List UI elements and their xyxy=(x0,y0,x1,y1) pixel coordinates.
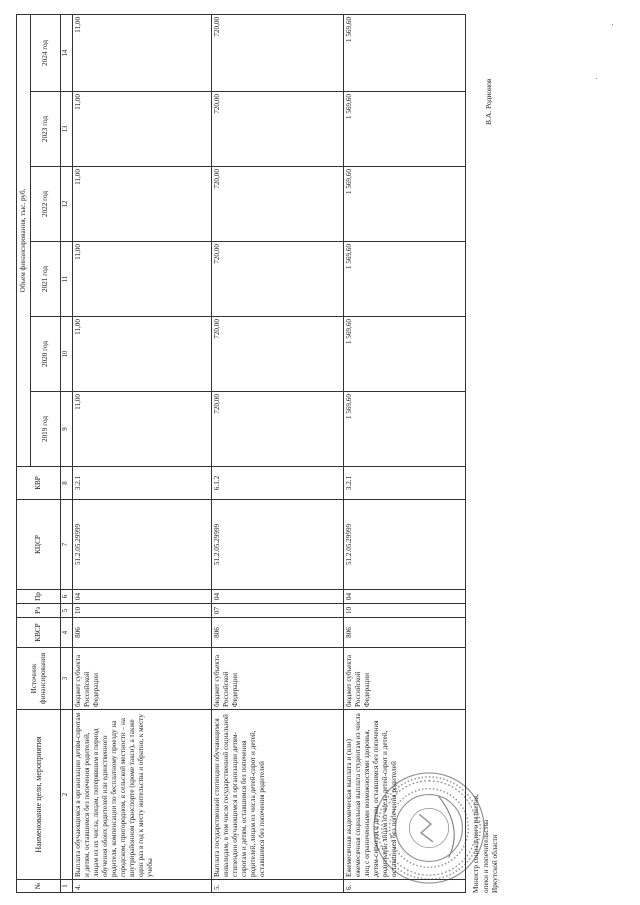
header-year: 2020 год xyxy=(31,317,61,392)
header-source: Источник финансирования xyxy=(17,648,61,710)
column-number: 4 xyxy=(61,618,73,648)
row-value: 720,00 xyxy=(211,14,343,91)
row-value: 720,00 xyxy=(211,317,343,392)
column-number: 9 xyxy=(61,392,73,467)
row-kvr: 3.2.1 xyxy=(343,467,465,500)
row-pr: 04 xyxy=(343,590,465,604)
row-value: 11,00 xyxy=(72,167,211,242)
column-number: 1 xyxy=(61,880,73,893)
speck xyxy=(596,78,597,79)
table-row xyxy=(211,14,343,892)
column-number: 11 xyxy=(61,242,73,317)
row-num: 5. xyxy=(211,880,343,893)
row-kcsr: 51.2.05.29999 xyxy=(72,500,211,590)
row-value: 1 569,60 xyxy=(343,392,465,467)
column-number: 12 xyxy=(61,167,73,242)
row-source: бюджет субъекта Российской Федерации xyxy=(343,648,465,710)
row-name: Выплата государственной стипендии обучающимся инвалидам, в том числе государственной социальной стипендии обучающимся в организации детям-сиротам и детям, оставшимся без попечения родителей, лицам из числа детей-сирот и детей, оставшимся без попечения родителей xyxy=(211,710,343,880)
row-rz: 10 xyxy=(72,604,211,618)
row-value: 720,00 xyxy=(211,92,343,167)
header-year: 2022 год xyxy=(31,167,61,242)
column-number: 2 xyxy=(61,710,73,880)
ministry-line: опеки и попечительства xyxy=(481,819,490,893)
header-kcsr: КЦСР xyxy=(17,500,61,590)
row-value: 1 569,60 xyxy=(343,167,465,242)
row-value: 11,00 xyxy=(72,317,211,392)
row-rz: 10 xyxy=(343,604,465,618)
header-kvsr: КВСР xyxy=(17,618,61,648)
ministry-line: Иркутской области xyxy=(491,834,500,893)
header-num: № xyxy=(17,880,61,893)
row-value: 720,00 xyxy=(211,167,343,242)
header-funding: Объем финансирования, тыс. руб. xyxy=(17,14,31,466)
funding-table xyxy=(16,14,466,893)
row-kvsr: 806 xyxy=(211,618,343,648)
table-row xyxy=(343,14,465,892)
header-kvr: КВР xyxy=(17,467,61,500)
official-seal-stamp xyxy=(370,769,488,887)
column-number: 8 xyxy=(61,467,73,500)
column-number: 7 xyxy=(61,500,73,590)
header-year: 2024 год xyxy=(31,14,61,91)
row-value: 1 569,60 xyxy=(343,242,465,317)
column-number: 10 xyxy=(61,317,73,392)
column-number: 13 xyxy=(61,92,73,167)
speck xyxy=(612,24,613,25)
header-year: 2023 год xyxy=(31,92,61,167)
row-value: 11,00 xyxy=(72,14,211,91)
row-value: 11,00 xyxy=(72,92,211,167)
header-year: 2019 год xyxy=(31,392,61,467)
row-kcsr: 51.2.05.29999 xyxy=(343,500,465,590)
row-value: 1 569,60 xyxy=(343,92,465,167)
row-value: 720,00 xyxy=(211,242,343,317)
column-number: 3 xyxy=(61,648,73,710)
row-num: 6. xyxy=(343,880,465,893)
ministry-line: Министр социального развития, xyxy=(472,794,480,893)
column-number: 6 xyxy=(61,590,73,604)
row-rz: 07 xyxy=(211,604,343,618)
column-number-row xyxy=(61,14,73,892)
signer-name: В.А. Родионов xyxy=(484,78,493,125)
table-row xyxy=(72,14,211,892)
row-value: 1 569,60 xyxy=(343,14,465,91)
header-row-1 xyxy=(17,14,31,892)
row-kvr: 3.2.1 xyxy=(72,467,211,500)
row-num: 4. xyxy=(72,880,211,893)
row-kvsr: 806 xyxy=(72,618,211,648)
row-value: 11,00 xyxy=(72,242,211,317)
row-pr: 04 xyxy=(72,590,211,604)
row-pr: 04 xyxy=(211,590,343,604)
header-rz: Рз xyxy=(17,604,61,618)
header-name: Наименование цели, мероприятия xyxy=(17,710,61,880)
row-source: бюджет субъекта Российской Федерации xyxy=(211,648,343,710)
row-value: 1 569,60 xyxy=(343,317,465,392)
row-value: 11,00 xyxy=(72,392,211,467)
row-source: бюджет субъекта Российской Федерации xyxy=(72,648,211,710)
header-pr: Пр xyxy=(17,590,61,604)
row-name: Ежемесячная академическая выплата и (или) ежемесячная социальная выплата студентам из числа лиц с ограниченными возможностями здоровья, детям-сиротам и детям, оставшимся без попечения родителей, лицам из числа детей-сирот и детей, оставшимся без попечения родителей xyxy=(343,710,465,880)
row-kvr: 6.1.2 xyxy=(211,467,343,500)
column-number: 5 xyxy=(61,604,73,618)
row-value: 720,00 xyxy=(211,392,343,467)
column-number: 14 xyxy=(61,14,73,91)
header-year: 2021 год xyxy=(31,242,61,317)
row-name: Выплата обучающимся в организации детям-сиротам и детям, оставшимся без попечения родителей, лицам из их числа, лицам, потерявшим в период обучения обоих родителей или единственного родителя, компенсации по бесплатному проезду на городском, пригородном, в сельской местности – на внутрирайонном транспорте (кроме такси), а также один раз в год к месту жительства и обратно, к месту учебы xyxy=(72,710,211,880)
row-kvsr: 806 xyxy=(343,618,465,648)
row-kcsr: 51.2.05.29999 xyxy=(211,500,343,590)
